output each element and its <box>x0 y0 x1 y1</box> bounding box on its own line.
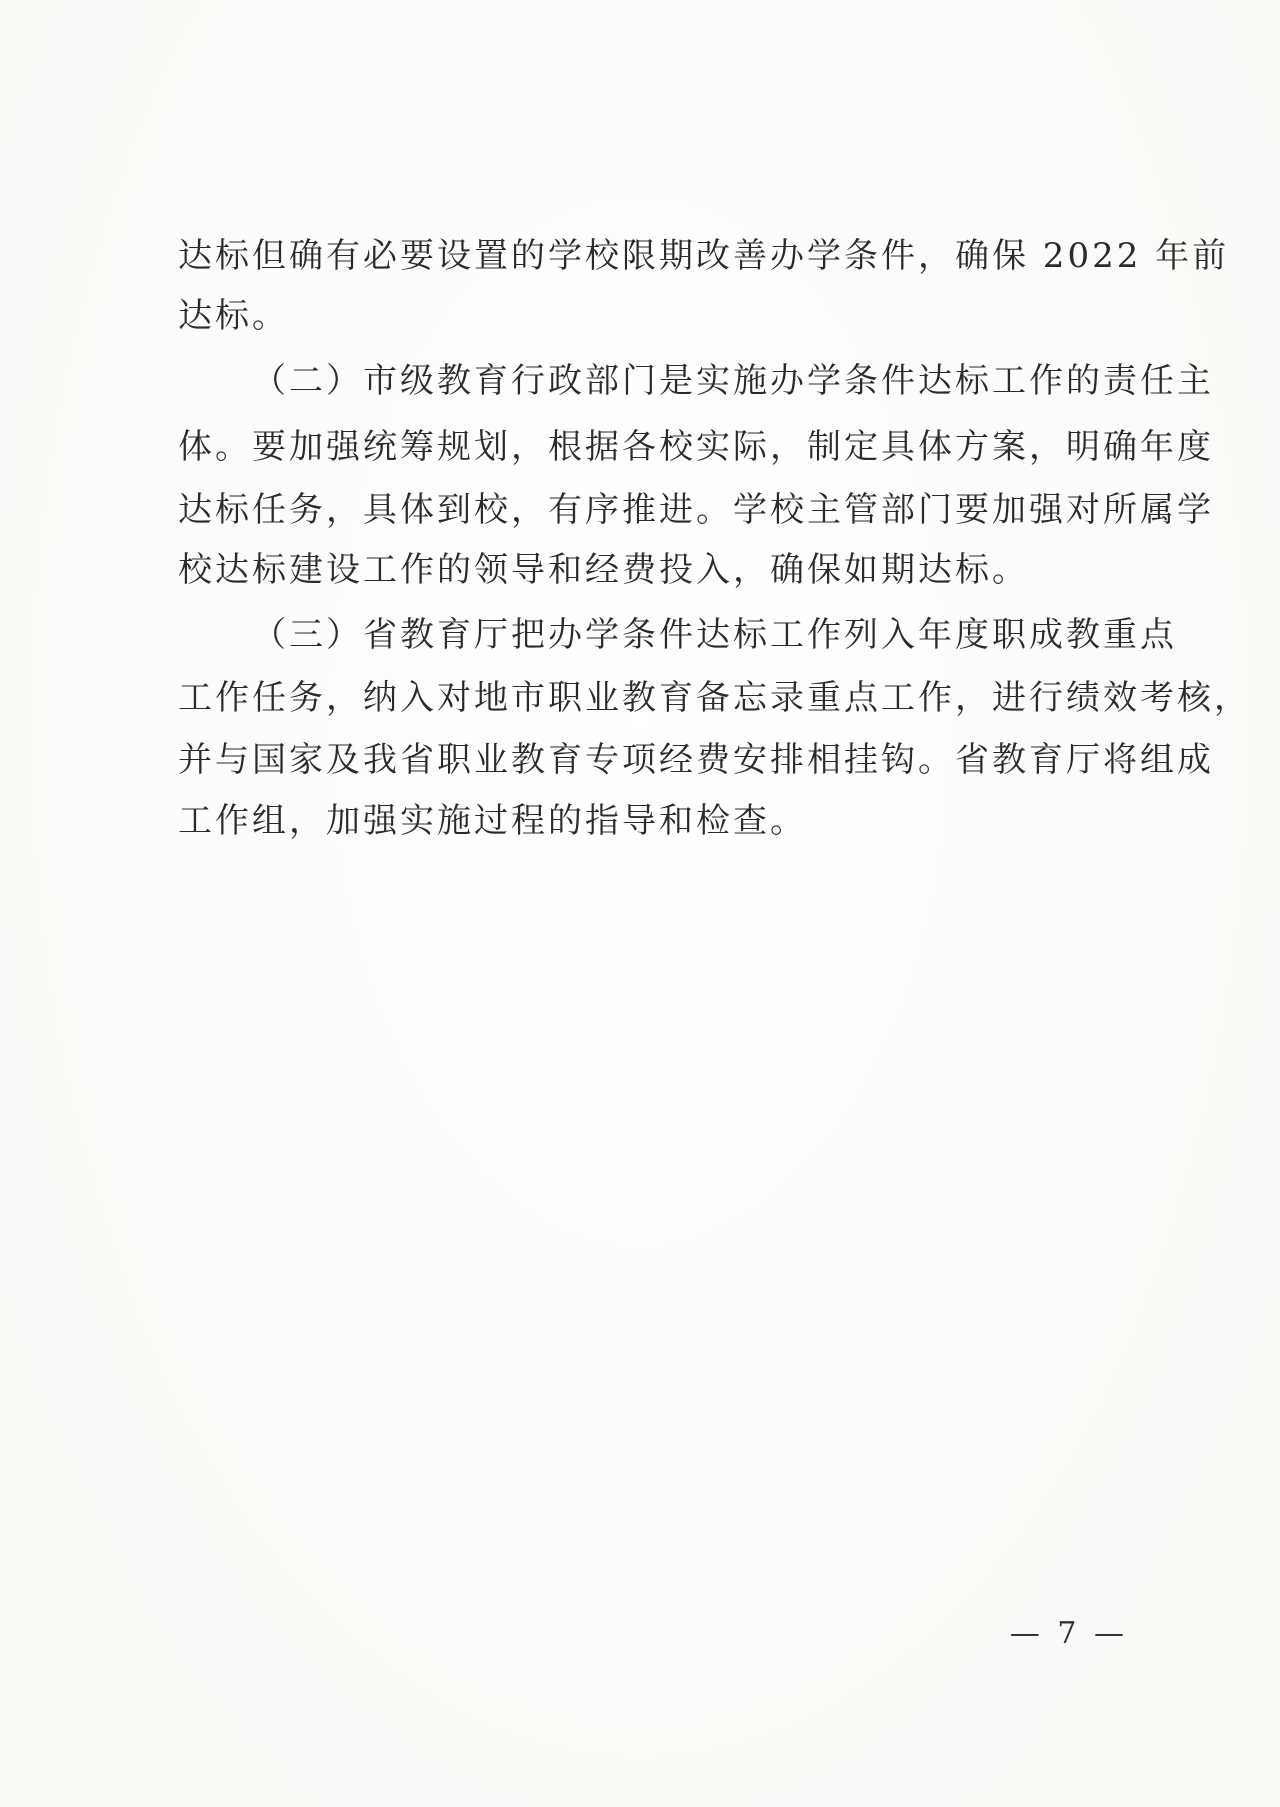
paragraph-1-line-1: 达标但确有必要设置的学校限期改善办学条件，确保 2022 年前 <box>178 236 1230 276</box>
paragraph-3-line-4: 工作组，加强实施过程的指导和检查。 <box>178 801 807 841</box>
paragraph-2-line-3: 达标任务，具体到校，有序推进。学校主管部门要加强对所属学 <box>178 490 1214 530</box>
paragraph-3-line-3: 并与国家及我省职业教育专项经费安排相挂钩。省教育厅将组成 <box>178 740 1214 780</box>
paragraph-2-line-2: 体。要加强统筹规划，根据各校实际，制定具体方案，明确年度 <box>178 427 1214 467</box>
paragraph-2-line-1: （二）市级教育行政部门是实施办学条件达标工作的责任主 <box>252 361 1214 401</box>
page-number: — 7 — <box>1009 1616 1128 1651</box>
paragraph-2-line-4: 校达标建设工作的领导和经费投入，确保如期达标。 <box>178 550 1029 590</box>
paragraph-1-line-2: 达标。 <box>178 296 289 336</box>
paragraph-3-line-1: （三）省教育厅把办学条件达标工作列入年度职成教重点 <box>252 615 1177 655</box>
paragraph-3-line-2: 工作任务，纳入对地市职业教育备忘录重点工作，进行绩效考核， <box>178 678 1251 718</box>
